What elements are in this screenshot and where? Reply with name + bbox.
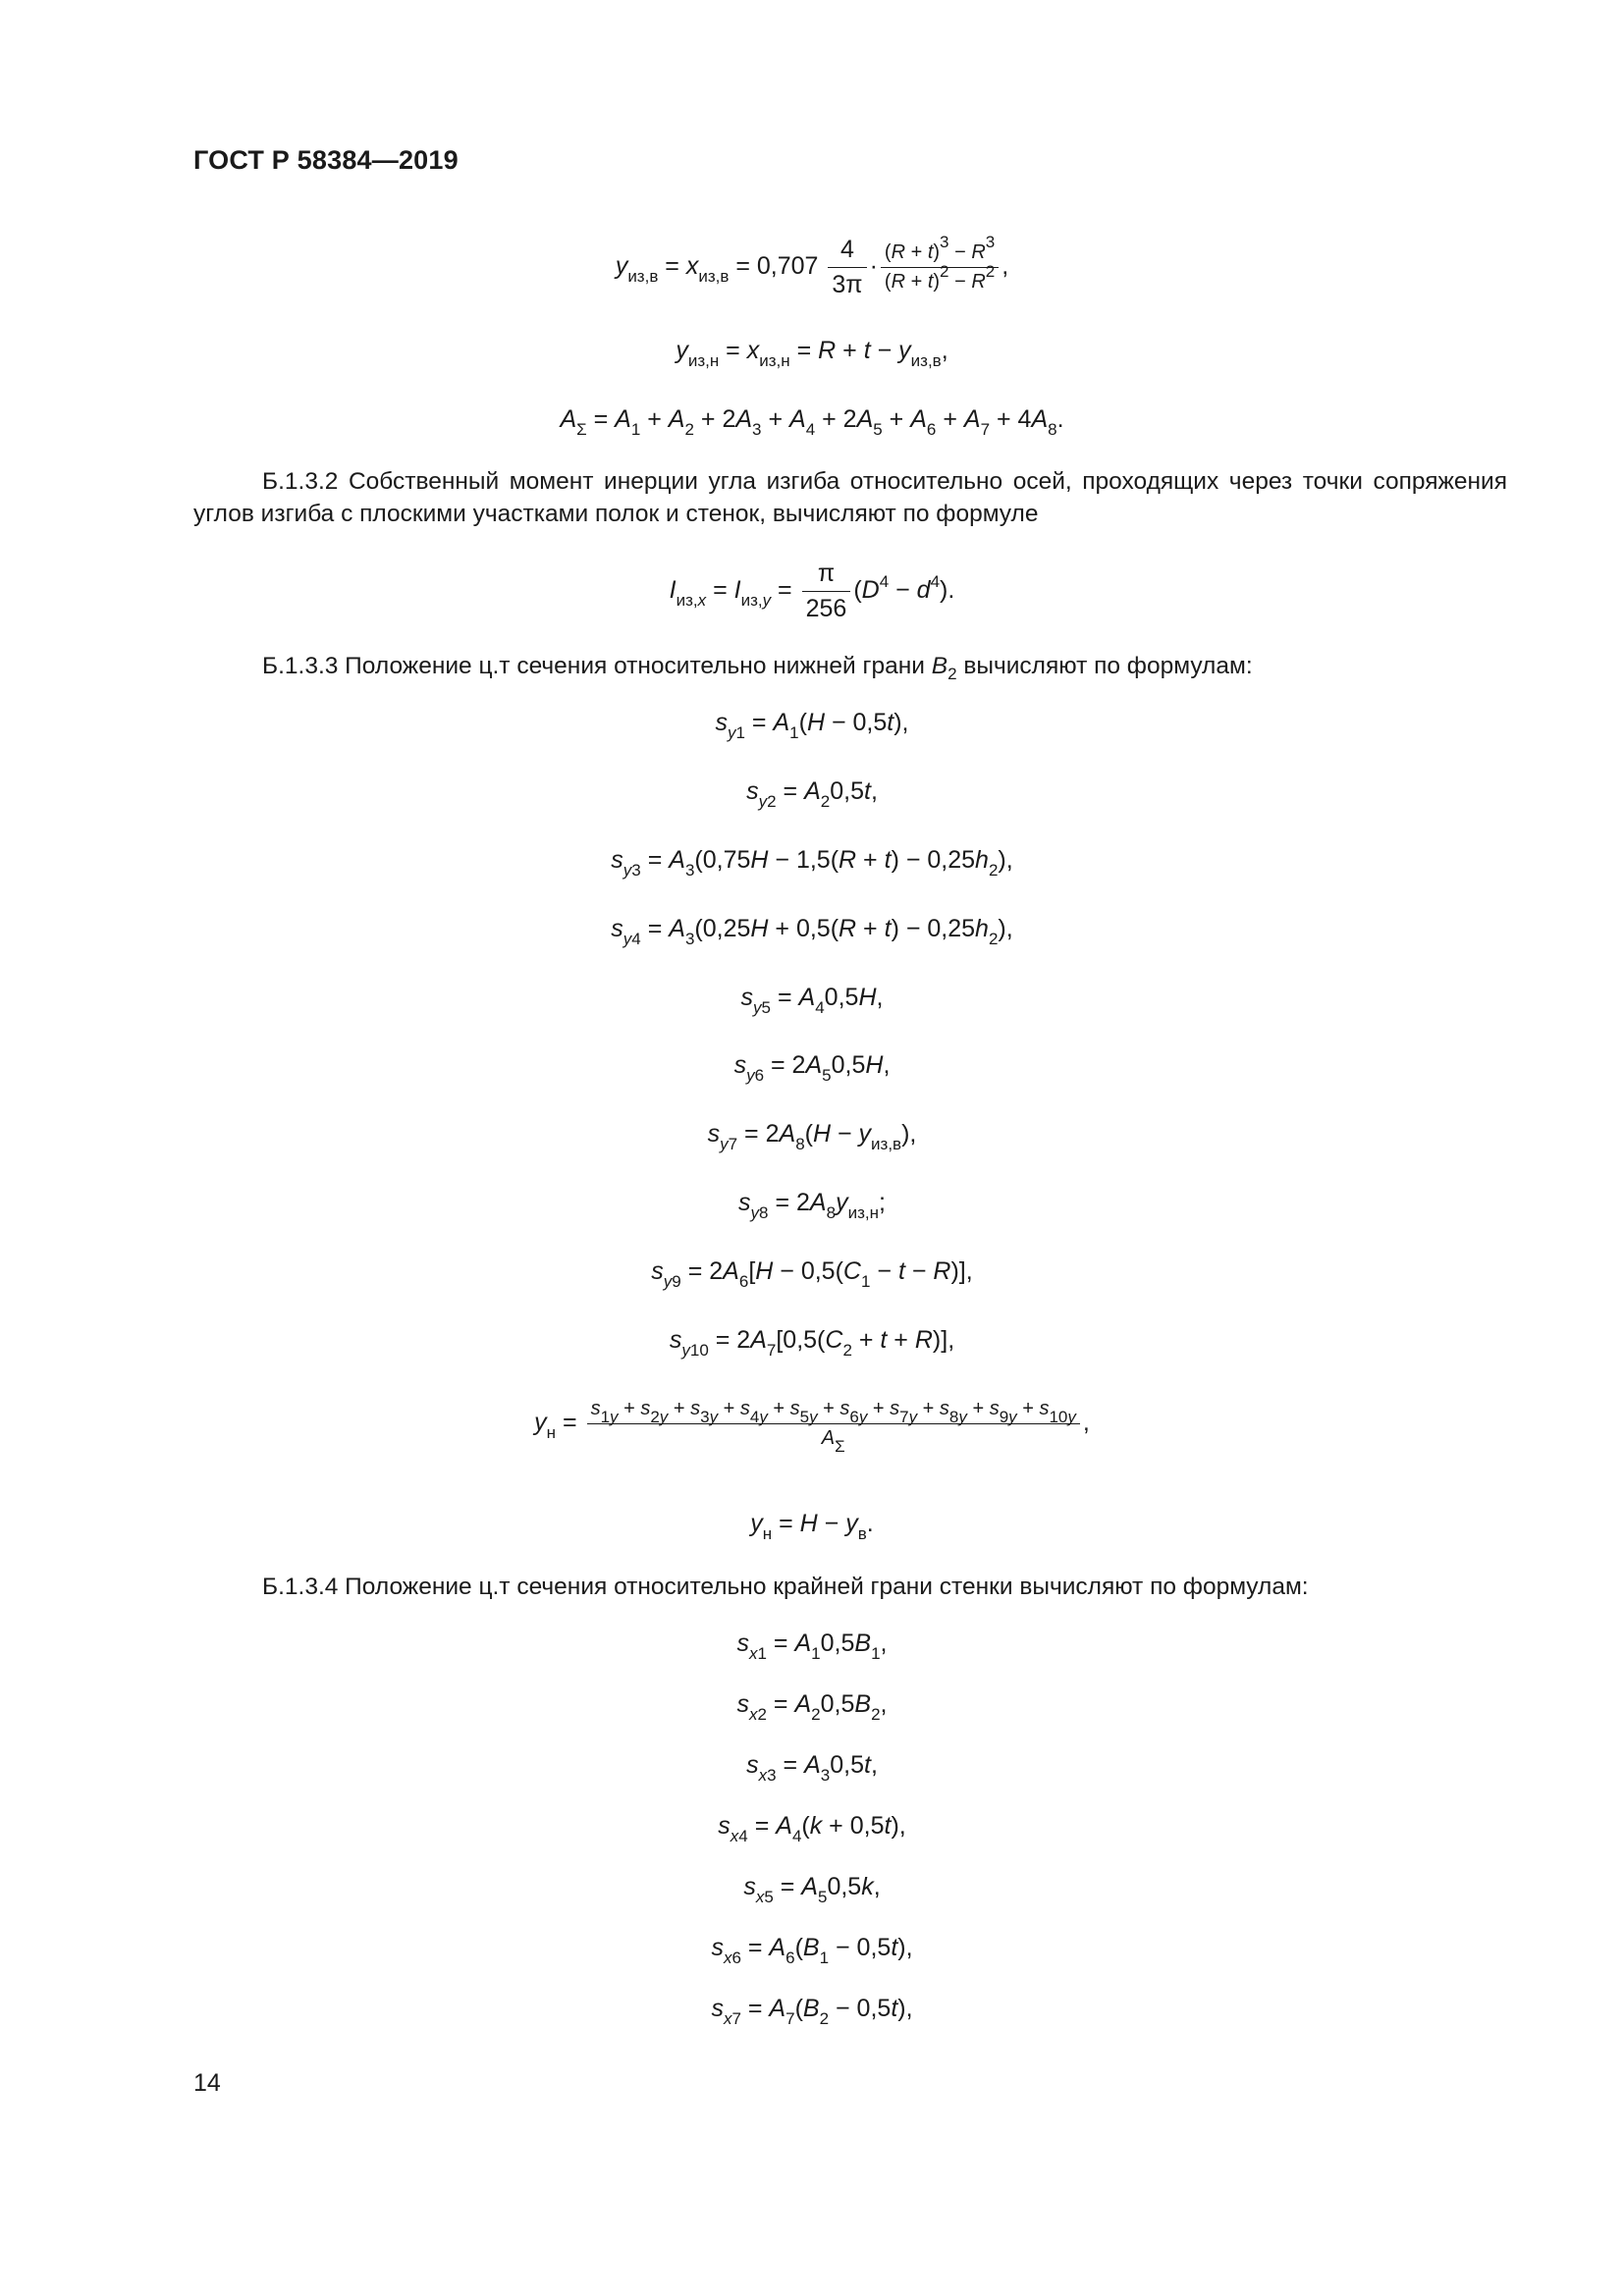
formula-sx6: $s_{x6} = A_6(B_1 - 0,5t)$, <box>711 1934 913 1967</box>
paragraph-b-1-3-3: Б.1.3.3 Положение ц.т сечения относительно нижней грани $B_2$ вычисляют по формулам: <box>262 653 1253 683</box>
formula-sy7: $s_{y7} = 2A_8(H - y_{из,в})$, <box>707 1120 917 1153</box>
formula-y-bend-bottom: $y_{из,н} = x_{из,н} = R + t - y_{из,в}$, <box>676 337 948 370</box>
formula-sy10: $s_{y10} = 2A_7[0,5(C_2 + t + R)]$, <box>669 1326 955 1360</box>
formula-sx1: $s_{x1} = A_10,5B_1$, <box>736 1629 888 1663</box>
formula-sx3: $s_{x3} = A_30,5t$, <box>746 1751 878 1785</box>
paragraph-b-1-3-3-tail: вычисляют по формулам: <box>963 653 1253 679</box>
formula-area-sum: $A_\Sigma = A_1 + A_2 + 2A_3 + A_4 + 2A_5 + A_6 + A_7 + 4A_8$. <box>560 405 1064 439</box>
paragraph-b-1-3-2: Б.1.3.2 Собственный момент инерции угла изгиба относительно осей, проходящих через точки сопряжения углов изгиба с плоскими участками полок и стенок, вычисляют по формуле <box>193 468 1507 527</box>
document-header: ГОСТ Р 58384—2019 <box>193 145 459 175</box>
formula-y-bend-top: $y_{из,в} = x_{из,в} = 0,707$ $\frac{4}{3\pi}$ · $\frac{(R + t)^3 - R^3}{(R + t)^2 - R^2}$ , <box>615 233 1009 298</box>
page-number: 14 <box>193 2069 221 2097</box>
formula-sx5: $s_{x5} = A_50,5k$, <box>743 1873 881 1906</box>
formula-sy2: $s_{y2} = A_20,5t$, <box>746 777 878 811</box>
formula-sy1: $s_{y1} = A_1(H - 0,5t)$, <box>715 709 909 742</box>
formula-sy8: $s_{y8} = 2A_8y_{из,н}$; <box>738 1189 886 1222</box>
paragraph-b-1-3-3-text: Б.1.3.3 Положение ц.т сечения относительно нижней грани <box>262 653 925 679</box>
formula-sx7: $s_{x7} = A_7(B_2 - 0,5t)$, <box>711 1995 913 2028</box>
formula-inertia: $I_{из,x} = I_{из,y}$ = $\frac{\pi}{256}$ $(D^4 - d^4)$. <box>669 560 955 622</box>
formula-sy5: $s_{y5} = A_40,5H$, <box>740 984 884 1017</box>
formula-y-top-centroid: $y_н = H - y_в$. <box>750 1510 874 1543</box>
formula-sy4: $s_{y4} = A_3(0,25H + 0,5(R + t) - 0,25h_2)$, <box>611 915 1013 948</box>
formula-y-bottom-centroid: $y_н$ = $\frac{s_{1y} + s_{2y} + s_{3y} + s_{4y} + s_{5y} + s_{6y} + s_{7y} + s_{8y} + s_{9y} + s_{10y}}{A_\Sigma}$ , <box>534 1398 1090 1456</box>
formula-sx4: $s_{x4} = A_4(k + 0,5t)$, <box>718 1812 906 1845</box>
formula-sy6: $s_{y6} = 2A_50,5H$, <box>733 1051 891 1085</box>
paragraph-b-1-3-4: Б.1.3.4 Положение ц.т сечения относительно крайней грани стенки вычисляют по формулам: <box>262 1574 1309 1600</box>
formula-sx2: $s_{x2} = A_20,5B_2$, <box>736 1690 888 1724</box>
formula-sy9: $s_{y9} = 2A_6[H - 0,5(C_1 - t - R)]$, <box>651 1257 973 1291</box>
formula-sy3: $s_{y3} = A_3(0,75H - 1,5(R + t) - 0,25h_2)$, <box>611 846 1013 880</box>
